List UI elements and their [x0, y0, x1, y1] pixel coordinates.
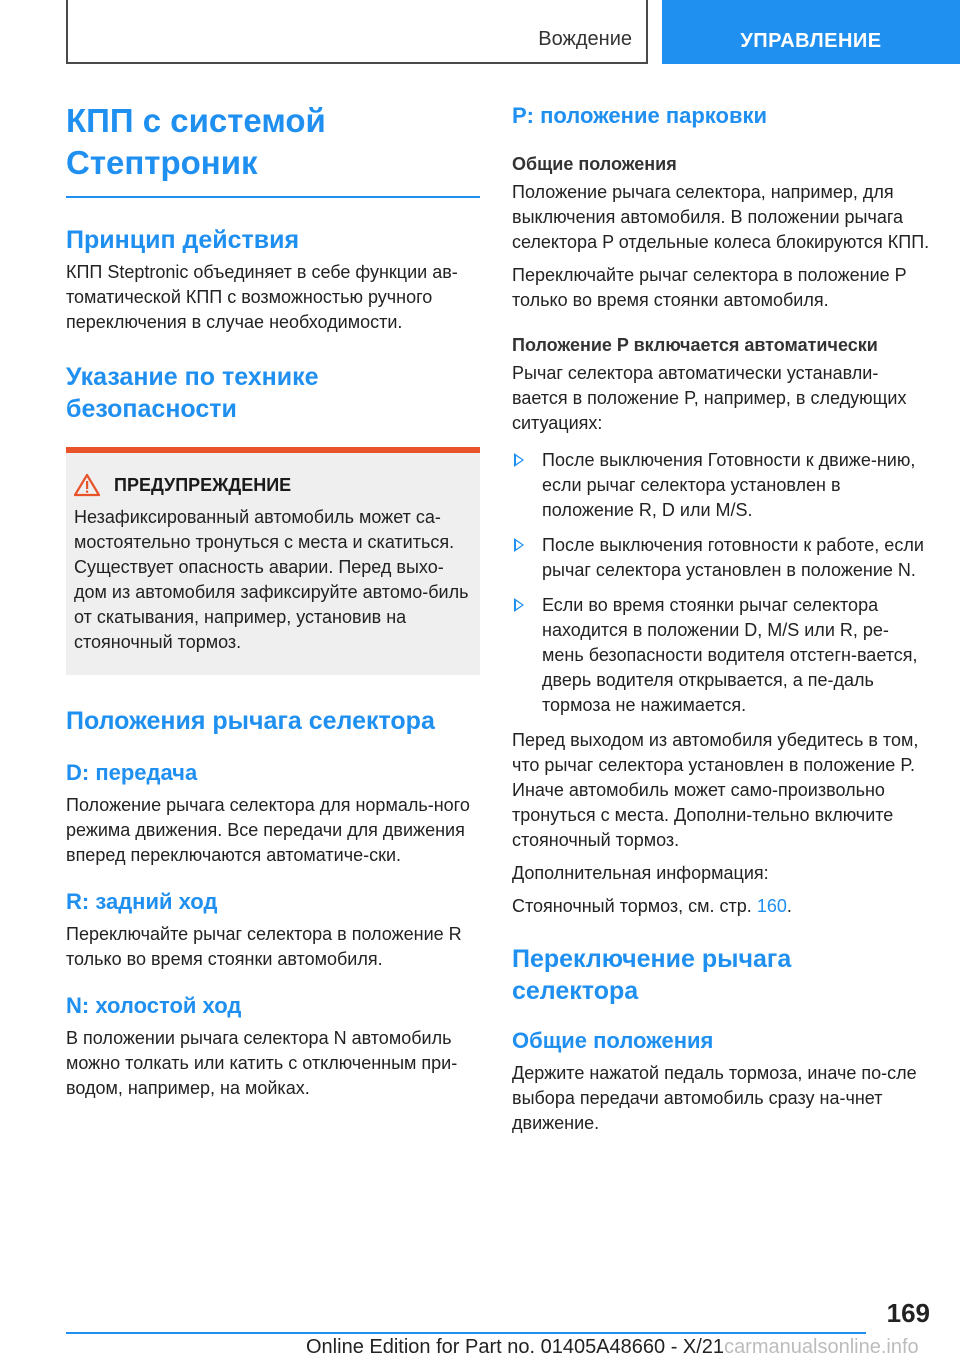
more-info-text: Дополнительная информация: [512, 863, 769, 883]
watermark: carmanualsonline.info [724, 1336, 919, 1358]
d-text: Положение рычага селектора для нормаль-ного режима движения. Все передачи для движения вперед переключаются автоматиче-ски. [66, 795, 470, 865]
triangle-bullet-icon [514, 453, 524, 467]
p-heading: P: положение парковки [512, 103, 768, 128]
r-text: Переключайте рычаг селектора в положение R только во время стоянки автомобиля. [66, 924, 462, 969]
p-general-heading: Общие положения [512, 154, 677, 174]
right-column [512, 102, 930, 1136]
reference-line: Стояночный тормоз, см. стр. 160. [512, 896, 792, 916]
switch-heading: Переключение рычага селектора [512, 945, 792, 1005]
auto-p-list [512, 448, 930, 718]
n-text: В положении рычага селектора N автомобиль можно толкать или катить с отключенным при-водом, например, на мойках. [66, 1028, 458, 1098]
before-exit-text: Перед выходом из автомобиля убедитесь в том, что рычаг селектора установлен в положение P. Иначе автомобиль может само-произвольно тронуться с места. Дополни-тельно включите стояночный тормоз. [512, 730, 919, 850]
warning-title-row [74, 473, 472, 497]
auto-p-text: Рычаг селектора автоматически устанавли-вается в положение P, например, в следующих ситуациях: [512, 363, 907, 433]
auto-p-heading: Положение P включается автоматически [512, 335, 878, 355]
page-title: КПП с системой Стептроник [66, 100, 480, 198]
triangle-bullet-icon [514, 598, 524, 612]
principle-text: КПП Steptronic объединяет в себе функции ав-томатической КПП с возможностью ручного переключения в случае необходимости. [66, 262, 458, 332]
n-heading: N: холостой ход [66, 993, 242, 1018]
r-heading: R: задний ход [66, 889, 218, 914]
header-section-box [66, 0, 648, 64]
header-chapter-tab[interactable]: УПРАВЛЕНИЕ [662, 0, 960, 64]
warning-triangle-icon [74, 473, 100, 497]
p-general-text-2: Переключайте рычаг селектора в положение P только во время стоянки автомобиля. [512, 265, 907, 310]
list-item: После выключения готовности к работе, если рычаг селектора установлен в положение N. [512, 533, 930, 583]
switch-text: Держите нажатой педаль тормоза, иначе по-сле выбора передачи автомобиль сразу на-чнет движение. [512, 1063, 917, 1133]
principle-heading: Принцип действия [66, 226, 300, 254]
footer-rule [66, 1332, 866, 1334]
warning-title: ПРЕДУПРЕЖДЕНИЕ [114, 474, 292, 495]
p-general-text-1: Положение рычага селектора, например, для выключения автомобиля. В положении рычага селектора P отдельные колеса блокируются КПП. [512, 182, 930, 252]
header-section-label: Вождение [538, 28, 632, 50]
warning-box [66, 447, 480, 675]
triangle-bullet-icon [514, 538, 524, 552]
page-number: 169 [886, 1298, 930, 1328]
d-heading: D: передача [66, 760, 198, 785]
switch-general-heading: Общие положения [512, 1028, 714, 1053]
list-item: Если во время стоянки рычаг селектора находится в положении D, M/S или R, ре-мень безопасности водителя отстегн-вается, дверь водителя открывается, а пе-даль тормоза не нажимается. [512, 593, 930, 718]
warning-text: Незафиксированный автомобиль может са-мостоятельно тронуться с места и скатиться. Существует опасность аварии. Перед выхо-дом из автомобиля зафиксируйте автомо-биль от скатывания, например, установив на стояночный тормоз. [74, 507, 469, 652]
positions-heading: Положения рычага селектора [66, 707, 435, 735]
list-item: После выключения Готовности к движе-нию, если рычаг селектора установлен в положение R, D или M/S. [512, 448, 930, 523]
left-column [66, 100, 480, 1101]
safety-heading: Указание по технике безопасности [66, 363, 319, 423]
page-reference-link[interactable]: 160 [756, 896, 787, 916]
footer-edition: Online Edition for Part no. 01405A48660 - X/21carmanualsonline.info [306, 1336, 919, 1358]
